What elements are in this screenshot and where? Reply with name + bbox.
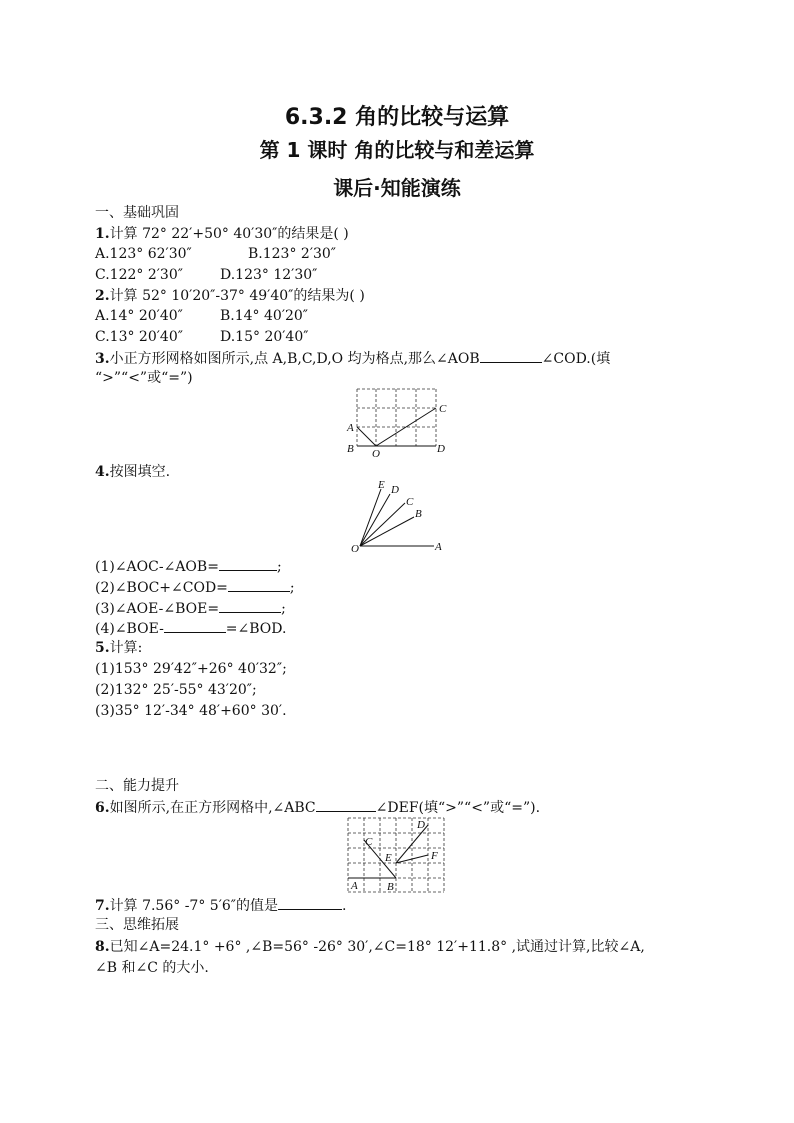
section-heading-ability: 二、能力提升 bbox=[95, 778, 179, 794]
part-text: ; bbox=[289, 580, 295, 596]
label-c: C bbox=[365, 836, 373, 848]
label-b: B bbox=[347, 443, 354, 455]
answer-blank[interactable] bbox=[219, 598, 281, 613]
section-heading-extension: 三、思维拓展 bbox=[95, 917, 179, 933]
option-1a: A.123° 62′30″ bbox=[95, 246, 192, 262]
option-2b: B.14° 40′20″ bbox=[220, 308, 309, 324]
answer-blank[interactable] bbox=[480, 348, 542, 363]
part-text: (2)∠BOC+∠COD= bbox=[95, 580, 228, 596]
part-text: ; bbox=[281, 601, 286, 617]
question-number: 4. bbox=[95, 464, 110, 480]
answer-blank[interactable] bbox=[228, 577, 290, 592]
question-text: ∠COD.(填 bbox=[541, 351, 611, 367]
part-text: ; bbox=[276, 559, 282, 575]
question-text: 计算: bbox=[109, 640, 143, 656]
answer-blank[interactable] bbox=[316, 797, 376, 812]
label-e: E bbox=[378, 479, 385, 491]
part-text: =∠BOD. bbox=[225, 621, 287, 637]
question-5-part-2: (2)132° 25′-55° 43′20″; bbox=[95, 682, 257, 698]
label-d: D bbox=[391, 484, 399, 496]
label-e: E bbox=[385, 852, 392, 864]
question-6 bbox=[95, 797, 540, 818]
label-c: C bbox=[406, 496, 414, 508]
section-heading-basic: 一、基础巩固 bbox=[95, 205, 179, 221]
question-4-part-3 bbox=[95, 598, 286, 619]
question-number: 6. bbox=[95, 800, 110, 816]
question-4-part-2 bbox=[95, 577, 295, 598]
option-1b: B.123° 2′30″ bbox=[248, 246, 337, 262]
label-f: F bbox=[431, 850, 438, 862]
label-o: O bbox=[372, 448, 380, 458]
question-text: 小正方形网格如图所示,点 A,B,C,D,O 均为格点,那么∠AOB bbox=[109, 351, 480, 367]
label-b: B bbox=[387, 881, 394, 893]
question-4-part-4 bbox=[95, 618, 286, 639]
lesson-subtitle: 第 1 课时 角的比较与和差运算 bbox=[259, 138, 535, 162]
question-5 bbox=[95, 638, 142, 658]
question-number: 5. bbox=[95, 640, 110, 656]
label-c: C bbox=[439, 403, 447, 415]
label-a: A bbox=[347, 422, 354, 434]
question-text: 计算 52° 10′20″-37° 49′40″的结果为( ) bbox=[109, 288, 365, 304]
part-text: (3)∠AOE-∠BOE= bbox=[95, 601, 220, 617]
answer-blank[interactable] bbox=[164, 618, 226, 633]
label-d: D bbox=[417, 819, 425, 831]
question-3 bbox=[95, 348, 610, 369]
option-2c: C.13° 20′40″ bbox=[95, 329, 183, 345]
question-5-part-1: (1)153° 29′42″+26° 40′32″; bbox=[95, 661, 287, 677]
answer-blank[interactable] bbox=[278, 895, 342, 910]
question-text: 如图所示,在正方形网格中,∠ABC bbox=[109, 800, 316, 816]
option-2a: A.14° 20′40″ bbox=[95, 308, 183, 324]
question-text: 计算 7.56° -7° 5′6″的值是 bbox=[109, 898, 279, 914]
question-4 bbox=[95, 462, 170, 482]
question-3-hint: “>”“<”或“=”) bbox=[95, 370, 193, 386]
answer-blank[interactable] bbox=[219, 556, 277, 571]
part-text: (4)∠BOE- bbox=[95, 621, 164, 637]
option-2d: D.15° 20′40″ bbox=[220, 329, 309, 345]
grid-figure-q3 bbox=[345, 386, 455, 458]
question-text: . bbox=[342, 898, 347, 914]
question-text: 按图填空. bbox=[109, 464, 171, 480]
ray-figure-q4 bbox=[348, 477, 448, 555]
question-4-part-1 bbox=[95, 556, 282, 577]
question-text: 已知∠A=24.1° +6° ,∠B=56° -26° 30′,∠C=18° 12′+11.8° ,试通过计算,比较∠A, bbox=[109, 939, 645, 955]
grid-figure-q6 bbox=[345, 815, 447, 895]
question-7 bbox=[95, 895, 346, 916]
question-number: 2. bbox=[95, 288, 110, 304]
part-text: (1)∠AOC-∠AOB= bbox=[95, 559, 219, 575]
option-1c: C.122° 2′30″ bbox=[95, 267, 183, 283]
label-a: A bbox=[351, 880, 358, 892]
question-number: 3. bbox=[95, 351, 110, 367]
question-text: ∠DEF(填“>”“<”或“=”). bbox=[375, 800, 541, 816]
question-number: 1. bbox=[95, 226, 110, 242]
label-a: A bbox=[435, 541, 442, 553]
label-b: B bbox=[415, 508, 422, 520]
question-2 bbox=[95, 286, 365, 306]
question-number: 8. bbox=[95, 939, 110, 955]
section-title: 课后·知能演练 bbox=[333, 176, 461, 200]
label-d: D bbox=[437, 443, 445, 455]
question-8-line-2: ∠B 和∠C 的大小. bbox=[95, 960, 209, 976]
question-1 bbox=[95, 224, 349, 244]
question-8 bbox=[95, 937, 645, 957]
option-1d: D.123° 12′30″ bbox=[220, 267, 318, 283]
question-text: 计算 72° 22′+50° 40′30″的结果是( ) bbox=[109, 226, 349, 242]
label-o: O bbox=[351, 543, 359, 555]
page-title: 6.3.2 角的比较与运算 bbox=[284, 105, 510, 130]
question-number: 7. bbox=[95, 898, 110, 914]
question-5-part-3: (3)35° 12′-34° 48′+60° 30′. bbox=[95, 703, 287, 719]
